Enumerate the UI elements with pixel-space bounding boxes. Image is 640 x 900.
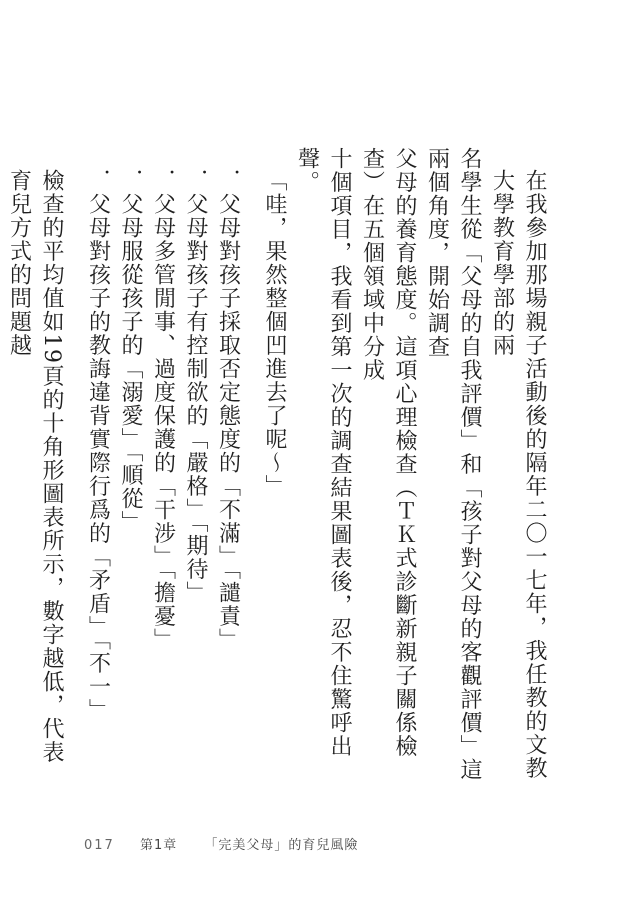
page-number: 017 — [84, 838, 115, 853]
chapter-title: 「完美父母」的育兒風險 — [204, 838, 359, 853]
paragraph-1-line-4: 十個項目，我看到第一次的調查結果圖表後，忍不住驚呼出聲。 — [294, 147, 352, 758]
paragraph-1-line-2: 名學生從「父母的自我評價」和「孩子對父母的客觀評價」這兩個角度，開始調查 — [424, 147, 482, 782]
paragraph-1-line-3: 父母的養育態度。這項心理檢查（ＴＫ式診斷新親子關係檢查）在五個領域中分成 — [359, 147, 417, 758]
spacer — [244, 147, 258, 787]
bullet-item: ．父母多管閒事、過度保護的「干涉」「擔憂」 — [150, 169, 176, 652]
bullet-item: ．父母服從孩子的「溺愛」「順從」 — [118, 169, 143, 534]
bullet-item: ．父母對孩子有控制欲的「嚴格」「期待」 — [183, 169, 208, 605]
paragraph-2-line-1: 檢查的平均值如19頁的十角形圖表所示，數字越低，代表育兒方式的問題越 — [6, 169, 64, 764]
page-footer — [84, 834, 358, 853]
bullet-item: ．父母對孩子的教誨違背實際行爲的「矛盾」「不一」 — [85, 169, 111, 722]
bullet-item: ．父母對孩子採取否定態度的「不滿」「譴責」 — [215, 169, 241, 652]
spacer — [67, 147, 81, 787]
vertical-text-body — [0, 147, 550, 787]
chapter-label: 第1章 — [139, 838, 178, 853]
paragraph-2-line-2 — [0, 147, 2, 787]
paragraph-1-line-1: 在我參加那場親子活動後的隔年二〇一七年，我任教的文教大學教育學部的兩 — [489, 169, 547, 780]
quote-line: 「哇，果然整個凹進去了呢～」 — [262, 169, 287, 498]
